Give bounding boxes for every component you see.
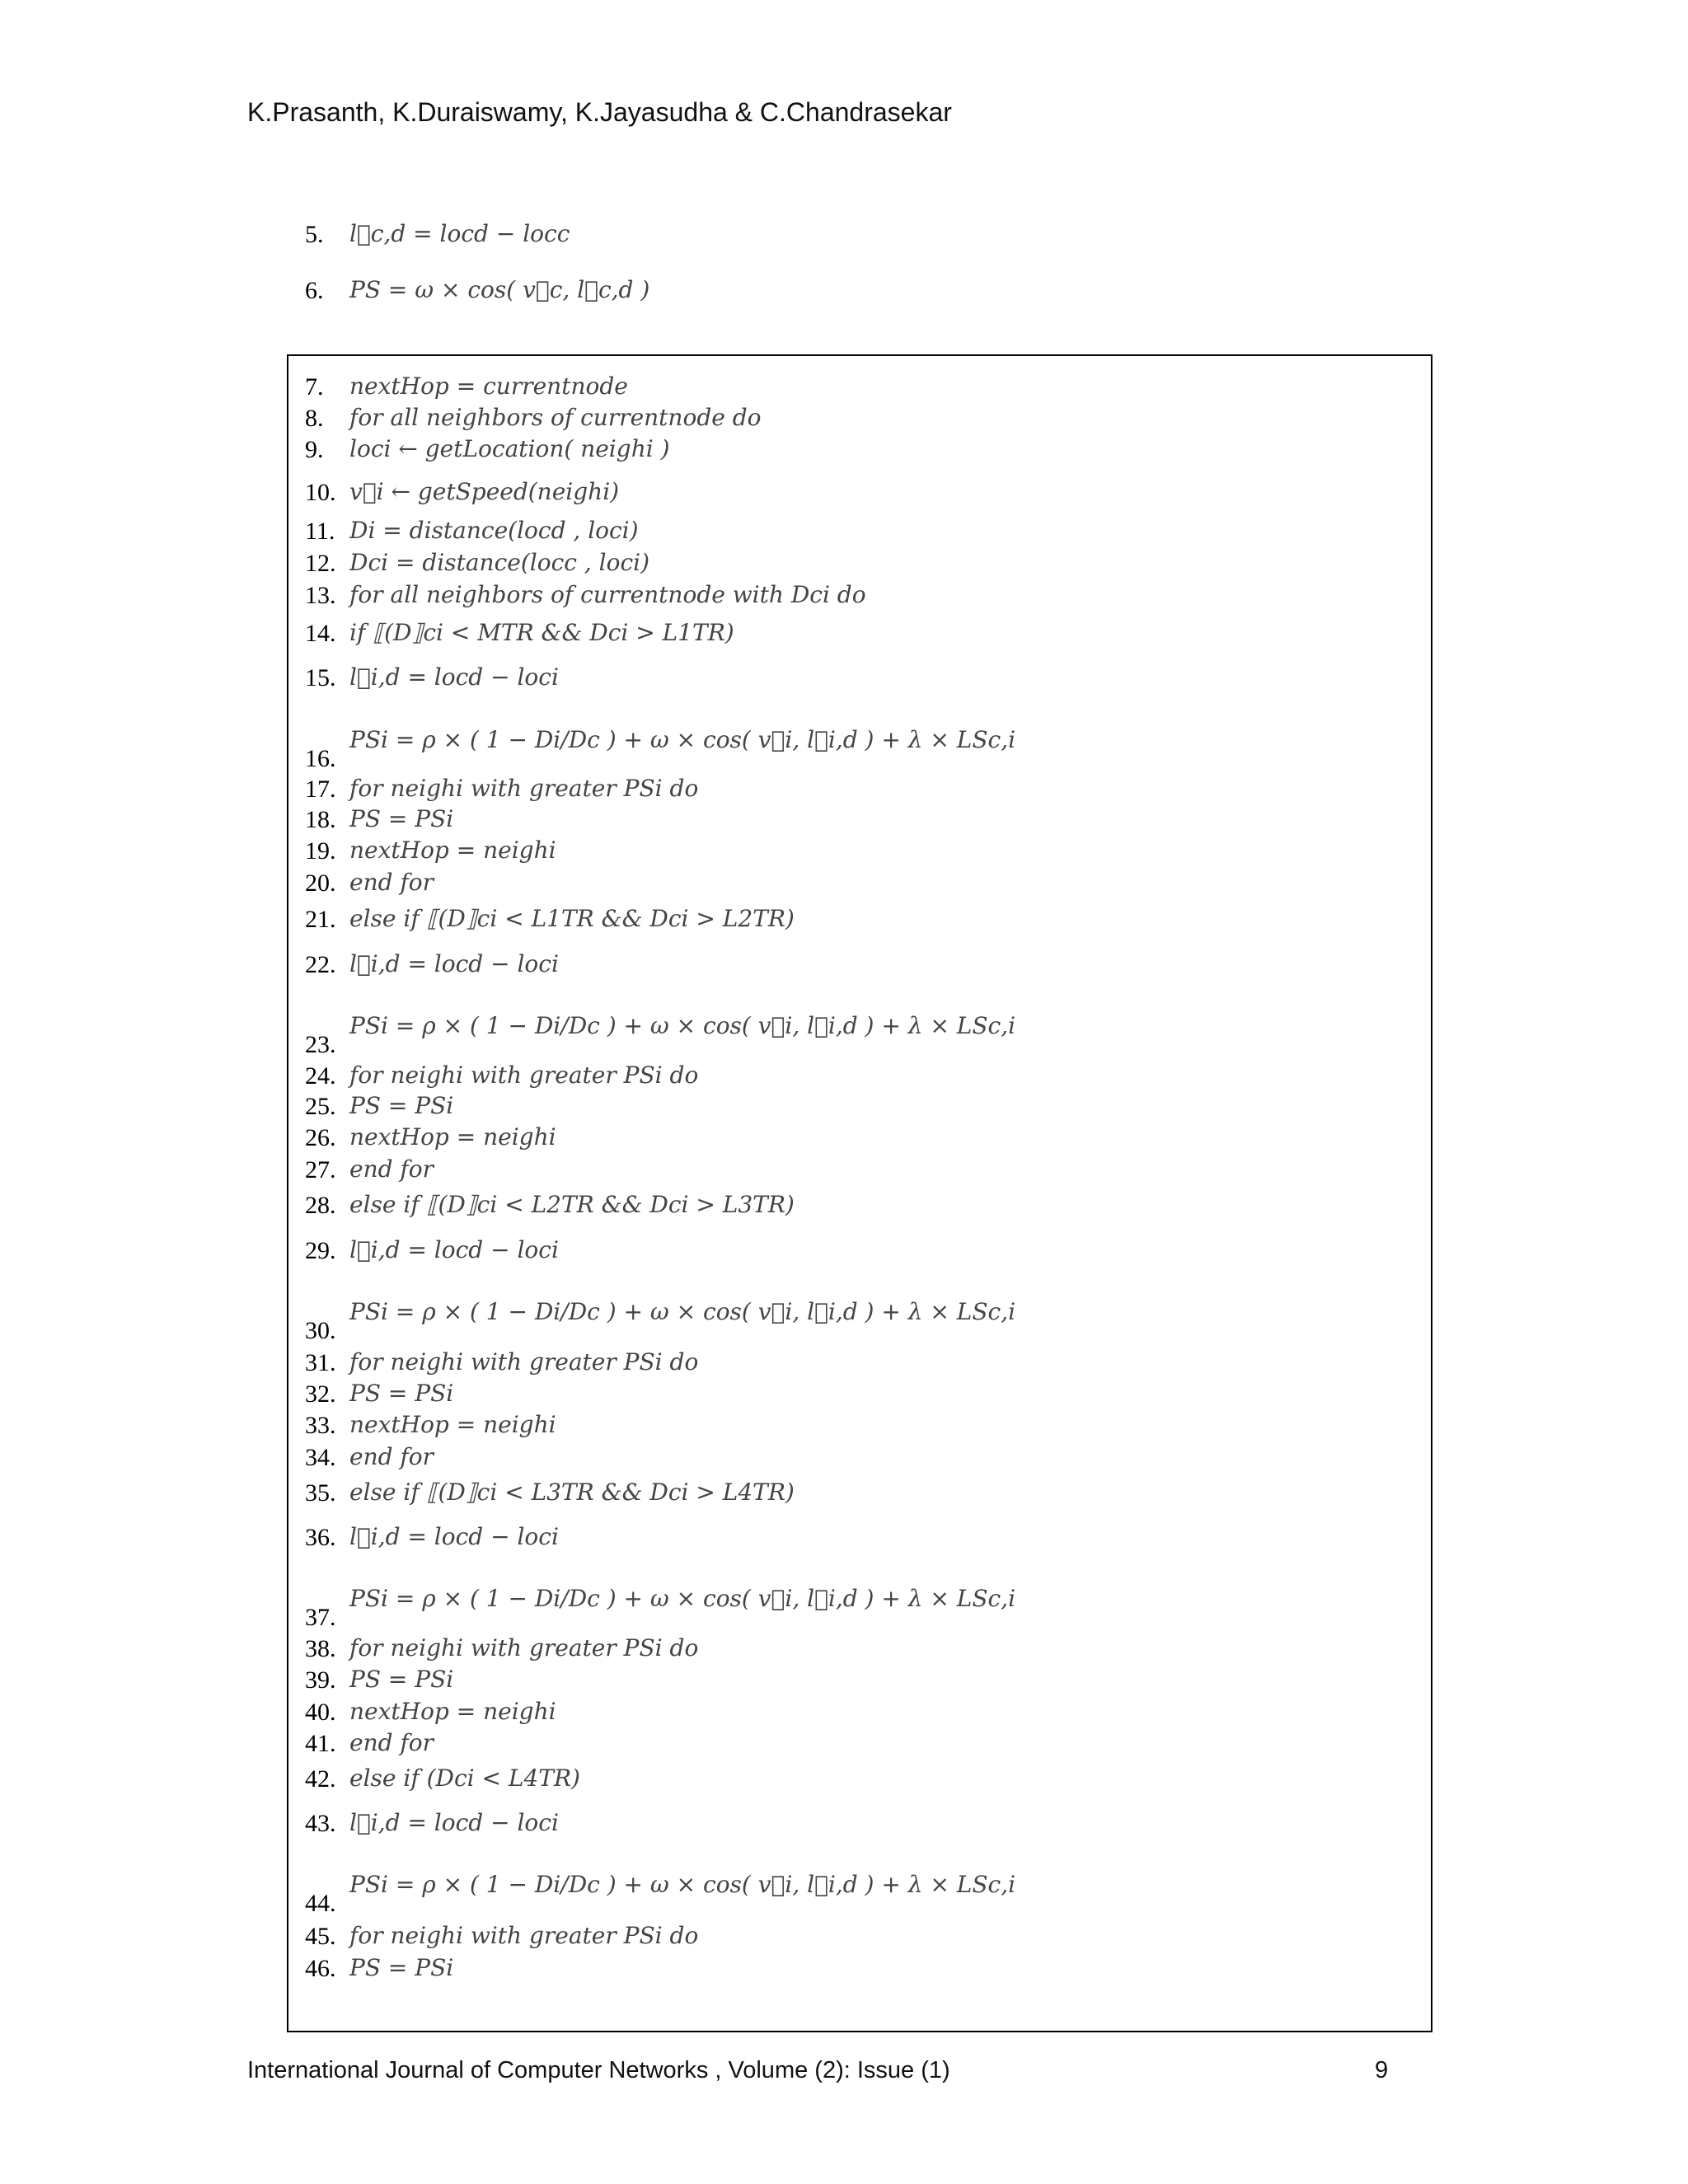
- line-code: for neighi with greater PSi do: [349, 775, 699, 802]
- line-number: 25.: [305, 1093, 336, 1120]
- line-code: for neighi with greater PSi do: [349, 1922, 699, 1949]
- line-number: 26.: [305, 1124, 336, 1151]
- line-code: else if (Dci < L4TR): [349, 1765, 580, 1792]
- line-code: l⃗i,d = locd − loci: [349, 1809, 559, 1836]
- line-code: PSi = ρ × ( 1 − Di/Dc ) + ω × cos( v⃗i, l⃗i,d ) + λ × LSc,i: [349, 1871, 1016, 1898]
- algorithm-line: [305, 216, 570, 247]
- line-number: 38.: [305, 1635, 336, 1662]
- line-code: PSi = ρ × ( 1 − Di/Dc ) + ω × cos( v⃗i, l⃗i,d ) + λ × LSc,i: [349, 1585, 1016, 1612]
- line-code: PS = PSi: [349, 1666, 454, 1693]
- line-number: 30.: [305, 1317, 336, 1344]
- algorithm-line: [305, 726, 1016, 772]
- line-code: end for: [349, 1155, 434, 1183]
- algorithm-line: [305, 1760, 580, 1792]
- algorithm-line: [305, 1344, 698, 1376]
- line-code: PS = PSi: [349, 1092, 454, 1119]
- algorithm-line: [305, 1298, 1016, 1344]
- algorithm-line: [305, 1950, 453, 1981]
- algorithm-line: [305, 431, 670, 462]
- line-code: PS = PSi: [349, 1954, 454, 1981]
- line-code: Di = distance(locd , loci): [349, 517, 639, 544]
- page-number: 9: [1375, 2057, 1389, 2083]
- line-number: 16.: [305, 745, 336, 772]
- line-number: 20.: [305, 869, 336, 897]
- line-number: 45.: [305, 1923, 336, 1950]
- line-number: 32.: [305, 1380, 336, 1408]
- line-code: for all neighbors of currentnode do: [349, 404, 762, 431]
- line-number: 8.: [305, 405, 324, 432]
- line-number: 36.: [305, 1524, 336, 1551]
- line-code: PSi = ρ × ( 1 − Di/Dc ) + ω × cos( v⃗i, l⃗i,d ) + λ × LSc,i: [349, 1298, 1016, 1325]
- line-code: nextHop = neighi: [349, 837, 556, 864]
- line-code: l⃗c,d = locd − locc: [349, 220, 570, 247]
- algorithm-line: [305, 577, 866, 608]
- algorithm-line: [305, 474, 619, 505]
- algorithm-line: [305, 1661, 453, 1693]
- line-code: PS = PSi: [349, 1380, 454, 1407]
- line-code: PS = PSi: [349, 805, 454, 832]
- line-code: else if ⟦(D⟧ci < L3TR && Dci > L4TR): [349, 1479, 795, 1506]
- algorithm-line: [305, 1012, 1016, 1058]
- line-number: 11.: [305, 518, 335, 545]
- line-code: nextHop = neighi: [349, 1698, 556, 1725]
- algorithm-line: [305, 545, 649, 576]
- line-number: 23.: [305, 1031, 336, 1058]
- line-code: Dci = distance(locc , loci): [349, 549, 649, 576]
- line-number: 31.: [305, 1349, 336, 1376]
- algorithm-line: [305, 1088, 453, 1119]
- line-code: else if ⟦(D⟧ci < L1TR && Dci > L2TR): [349, 905, 795, 932]
- algorithm-line: [305, 1585, 1016, 1631]
- algorithm-line: [305, 1805, 559, 1836]
- line-number: 10.: [305, 479, 336, 506]
- line-code: for neighi with greater PSi do: [349, 1348, 699, 1376]
- line-number: 15.: [305, 664, 336, 691]
- line-number: 17.: [305, 776, 336, 803]
- algorithm-line: [305, 1474, 795, 1506]
- line-number: 35.: [305, 1479, 336, 1507]
- line-number: 28.: [305, 1192, 336, 1219]
- line-code: for neighi with greater PSi do: [349, 1634, 699, 1661]
- line-number: 12.: [305, 550, 336, 577]
- algorithm-line: [305, 801, 453, 832]
- line-number: 6.: [305, 277, 324, 304]
- line-code: else if ⟦(D⟧ci < L2TR && Dci > L3TR): [349, 1191, 795, 1218]
- line-code: PS = ω × cos( v⃗c, l⃗c,d ): [349, 276, 650, 303]
- line-code: v⃗i ← getSpeed(neighi): [349, 478, 620, 505]
- line-code: end for: [349, 869, 434, 896]
- algorithm-line: [305, 659, 559, 691]
- line-number: 42.: [305, 1765, 336, 1793]
- algorithm-line: [305, 272, 649, 303]
- line-code: if ⟦(D⟧ci < MTR && Dci > L1TR): [349, 619, 734, 646]
- line-code: nextHop = neighi: [349, 1411, 556, 1438]
- algorithm-line: [305, 1871, 1016, 1917]
- line-code: nextHop = currentnode: [349, 373, 628, 400]
- line-number: 7.: [305, 373, 324, 401]
- line-number: 14.: [305, 620, 336, 647]
- running-footer-journal: International Journal of Computer Networks , Volume (2): Issue (1): [247, 2057, 950, 2083]
- algorithm-line: [305, 513, 639, 544]
- line-code: for neighi with greater PSi do: [349, 1062, 699, 1089]
- algorithm-line: [305, 1232, 559, 1263]
- algorithm-line: [305, 400, 762, 431]
- algorithm-line: [305, 1376, 453, 1407]
- line-code: l⃗i,d = locd − loci: [349, 1523, 559, 1550]
- line-number: 43.: [305, 1810, 336, 1837]
- line-number: 24.: [305, 1062, 336, 1090]
- line-code: end for: [349, 1729, 434, 1756]
- line-code: for all neighbors of currentnode with Dci do: [349, 581, 866, 608]
- line-code: loci ← getLocation( neighi ): [349, 435, 670, 462]
- algorithm-line: [305, 1187, 795, 1218]
- line-number: 13.: [305, 582, 336, 609]
- line-number: 9.: [305, 436, 324, 463]
- line-number: 33.: [305, 1412, 336, 1439]
- line-number: 22.: [305, 951, 336, 978]
- algorithm-line: [305, 865, 434, 896]
- line-number: 34.: [305, 1444, 336, 1471]
- algorithm-line: [305, 1519, 559, 1550]
- algorithm-line: [305, 1694, 556, 1725]
- line-code: nextHop = neighi: [349, 1123, 556, 1151]
- line-number: 40.: [305, 1699, 336, 1726]
- running-header-authors: K.Prasanth, K.Duraiswamy, K.Jayasudha & C.Chandrasekar: [247, 97, 952, 127]
- line-number: 37.: [305, 1604, 336, 1631]
- line-number: 39.: [305, 1666, 336, 1694]
- line-number: 27.: [305, 1156, 336, 1183]
- line-number: 41.: [305, 1730, 336, 1757]
- algorithm-line: [305, 615, 734, 646]
- line-code: l⃗i,d = locd − loci: [349, 663, 559, 691]
- algorithm-line: [305, 1439, 434, 1470]
- algorithm-line: [305, 1407, 556, 1438]
- line-number: 19.: [305, 837, 336, 865]
- algorithm-line: [305, 901, 795, 932]
- algorithm-line: [305, 1918, 698, 1949]
- line-code: PSi = ρ × ( 1 − Di/Dc ) + ω × cos( v⃗i, l⃗i,d ) + λ × LSc,i: [349, 1012, 1016, 1039]
- line-number: 5.: [305, 221, 324, 248]
- line-code: PSi = ρ × ( 1 − Di/Dc ) + ω × cos( v⃗i, l⃗i,d ) + λ × LSc,i: [349, 726, 1016, 753]
- line-number: 18.: [305, 806, 336, 833]
- algorithm-line: [305, 1119, 556, 1151]
- algorithm-line: [305, 368, 628, 400]
- line-number: 46.: [305, 1955, 336, 1982]
- algorithm-line: [305, 946, 559, 977]
- line-number: 21.: [305, 906, 336, 933]
- algorithm-line: [305, 1151, 434, 1183]
- algorithm-line: [305, 771, 698, 802]
- algorithm-line: [305, 832, 556, 864]
- line-code: end for: [349, 1443, 434, 1470]
- algorithm-line: [305, 1057, 698, 1089]
- line-code: l⃗i,d = locd − loci: [349, 950, 559, 977]
- line-number: 29.: [305, 1237, 336, 1264]
- line-number: 44.: [305, 1890, 336, 1917]
- line-code: l⃗i,d = locd − loci: [349, 1236, 559, 1263]
- algorithm-line: [305, 1630, 698, 1661]
- algorithm-line: [305, 1725, 434, 1756]
